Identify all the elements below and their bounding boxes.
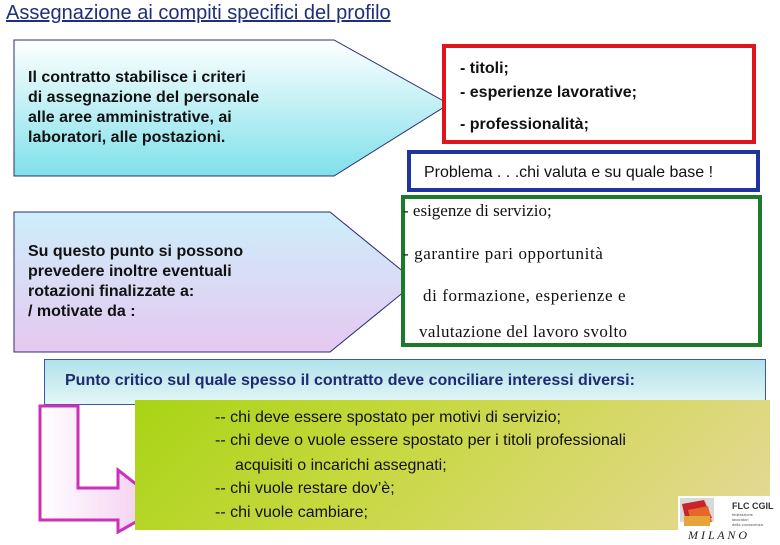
svg-text:M I L A N O: M I L A N O bbox=[688, 528, 748, 540]
interests-panel bbox=[135, 400, 770, 530]
svg-text:FLC CGIL: FLC CGIL bbox=[732, 501, 774, 511]
rotations-line: Su questo punto si possono bbox=[28, 243, 244, 260]
interest-line: -- chi vuole restare dov’è; bbox=[215, 480, 395, 497]
criteria-line: laboratori, alle postazioni. bbox=[28, 129, 226, 146]
criteria-line: Il contratto stabilisce i criteri bbox=[28, 69, 246, 86]
reason-line: valutazione del lavoro svolto bbox=[419, 322, 628, 341]
reason-line: di formazione, esperienze e bbox=[423, 286, 627, 305]
rotations-line: / motivate da : bbox=[28, 303, 136, 320]
rotations-line: prevedere inoltre eventuali bbox=[28, 263, 232, 280]
flc-cgil-logo-graphic bbox=[678, 496, 778, 540]
interest-line: -- chi deve o vuole essere spostato per i titoli professionali bbox=[215, 432, 626, 449]
svg-text:lavoratori: lavoratori bbox=[732, 517, 749, 522]
interest-line: -- chi vuole cambiare; bbox=[215, 504, 368, 521]
interest-line: acquisiti o incarichi assegnati; bbox=[235, 457, 447, 474]
rotations-line: rotazioni finalizzate a: bbox=[28, 283, 195, 300]
critical-point-text: Punto critico sul quale spesso il contratto deve conciliare interessi diversi: bbox=[65, 372, 635, 389]
qualification-item: - titoli; bbox=[460, 60, 509, 77]
reason-line: - esigenze di servizio; bbox=[403, 201, 552, 220]
criteria-text bbox=[28, 68, 259, 148]
reasons-box bbox=[401, 195, 762, 347]
page-title: Assegnazione ai compiti specifici del profilo bbox=[6, 2, 391, 24]
qualification-item: - professionalità; bbox=[460, 116, 589, 133]
critical-point-banner bbox=[44, 359, 766, 405]
problem-text: Problema . . .chi valuta e su quale base ! bbox=[424, 164, 714, 181]
criteria-line: di assegnazione del personale bbox=[28, 89, 260, 106]
problem-box bbox=[407, 150, 760, 192]
qualification-item: - esperienze lavorative; bbox=[460, 84, 637, 101]
criteria-line: alle aree amministrative, ai bbox=[28, 109, 232, 126]
qualifications-box bbox=[442, 44, 756, 144]
interest-line: -- chi deve essere spostato per motivi di servizio; bbox=[215, 409, 561, 426]
flc-cgil-logo bbox=[678, 496, 778, 540]
svg-text:della conoscenza: della conoscenza bbox=[732, 522, 763, 527]
rotations-text bbox=[28, 242, 243, 322]
svg-text:federazione: federazione bbox=[732, 512, 753, 517]
reason-line: - garantire pari opportunità bbox=[403, 244, 604, 263]
